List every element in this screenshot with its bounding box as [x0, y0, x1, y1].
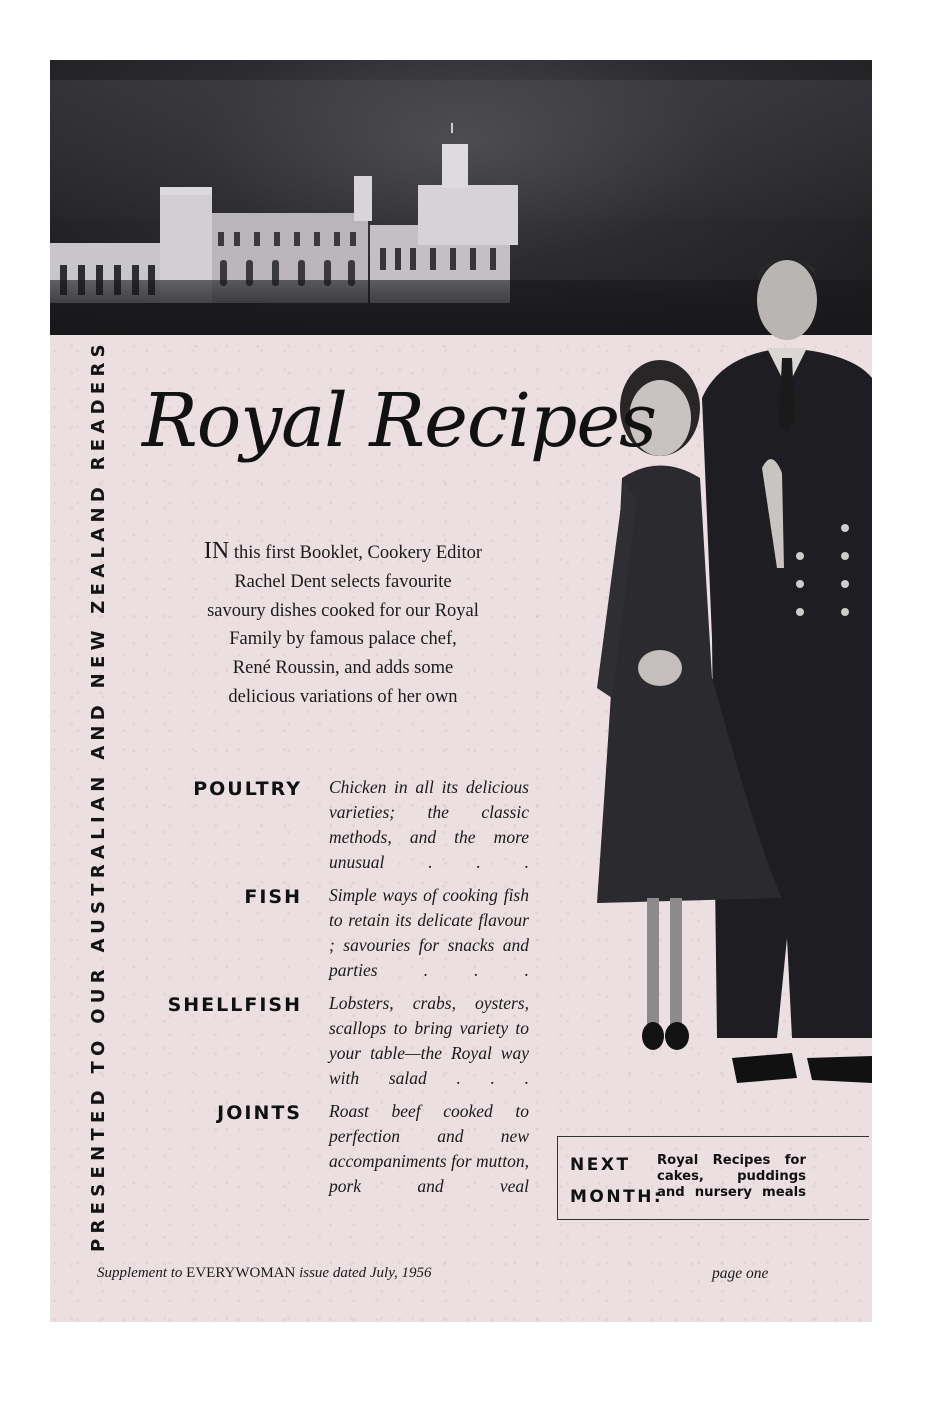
- category-description: Chicken in all its delicious varieties; the classic methods, and the more unusual . . .: [329, 777, 529, 872]
- intro-line: this first Booklet, Cookery Editor: [233, 543, 483, 563]
- intro-line: René Roussin, and adds some: [232, 658, 454, 679]
- next-month-label-line: NEXT: [570, 1155, 631, 1175]
- category-description: Simple ways of cooking fish to retain its delicate flavour ; savouries for snacks and parties . . .: [329, 885, 529, 980]
- next-month-description: Royal Recipes for cakes, puddings and nursery meals: [657, 1153, 806, 1200]
- category-label: JOINTS: [217, 1102, 302, 1124]
- category-label: FISH: [244, 886, 302, 908]
- intro-lead-word: IN: [203, 538, 230, 564]
- intro-line: delicious variations of her own: [228, 686, 458, 707]
- category-label: SHELLFISH: [167, 994, 302, 1016]
- category-description: Roast beef cooked to perfection and new accompaniments for mutton, pork and veal: [329, 1101, 529, 1196]
- next-month-box: [557, 1136, 869, 1220]
- next-month-label: [570, 1149, 663, 1213]
- next-month-label-line: MONTH:: [570, 1187, 664, 1207]
- issue-date: issue dated July, 1956: [299, 1265, 432, 1281]
- supplement-prefix: Supplement to: [97, 1265, 183, 1281]
- intro-line: Rachel Dent selects favourite: [234, 571, 452, 592]
- category-poultry: [150, 775, 540, 875]
- publication-name: EVERYWOMAN: [186, 1265, 296, 1281]
- page-number: page one: [712, 1265, 769, 1282]
- category-label: POULTRY: [193, 778, 302, 800]
- supplement-footer: [97, 1265, 432, 1282]
- booklet-title: Royal Recipes: [142, 378, 657, 464]
- intro-line: Family by famous palace chef,: [229, 629, 457, 650]
- category-fish: [150, 883, 540, 983]
- couple-portrait: [552, 238, 872, 1098]
- intro-paragraph: [178, 537, 508, 712]
- category-joints: [150, 1099, 540, 1199]
- intro-line: savoury dishes cooked for our Royal: [207, 600, 479, 621]
- category-description: Lobsters, crabs, oysters, scallops to bring variety to your table—the Royal way with salad . . .: [329, 993, 529, 1088]
- category-shellfish: [150, 991, 540, 1091]
- booklet-page: [50, 60, 872, 1322]
- recipe-categories: [150, 775, 540, 1207]
- presented-to-readers-banner: PRESENTED TO OUR AUSTRALIAN AND NEW ZEALAND READERS: [88, 339, 109, 1252]
